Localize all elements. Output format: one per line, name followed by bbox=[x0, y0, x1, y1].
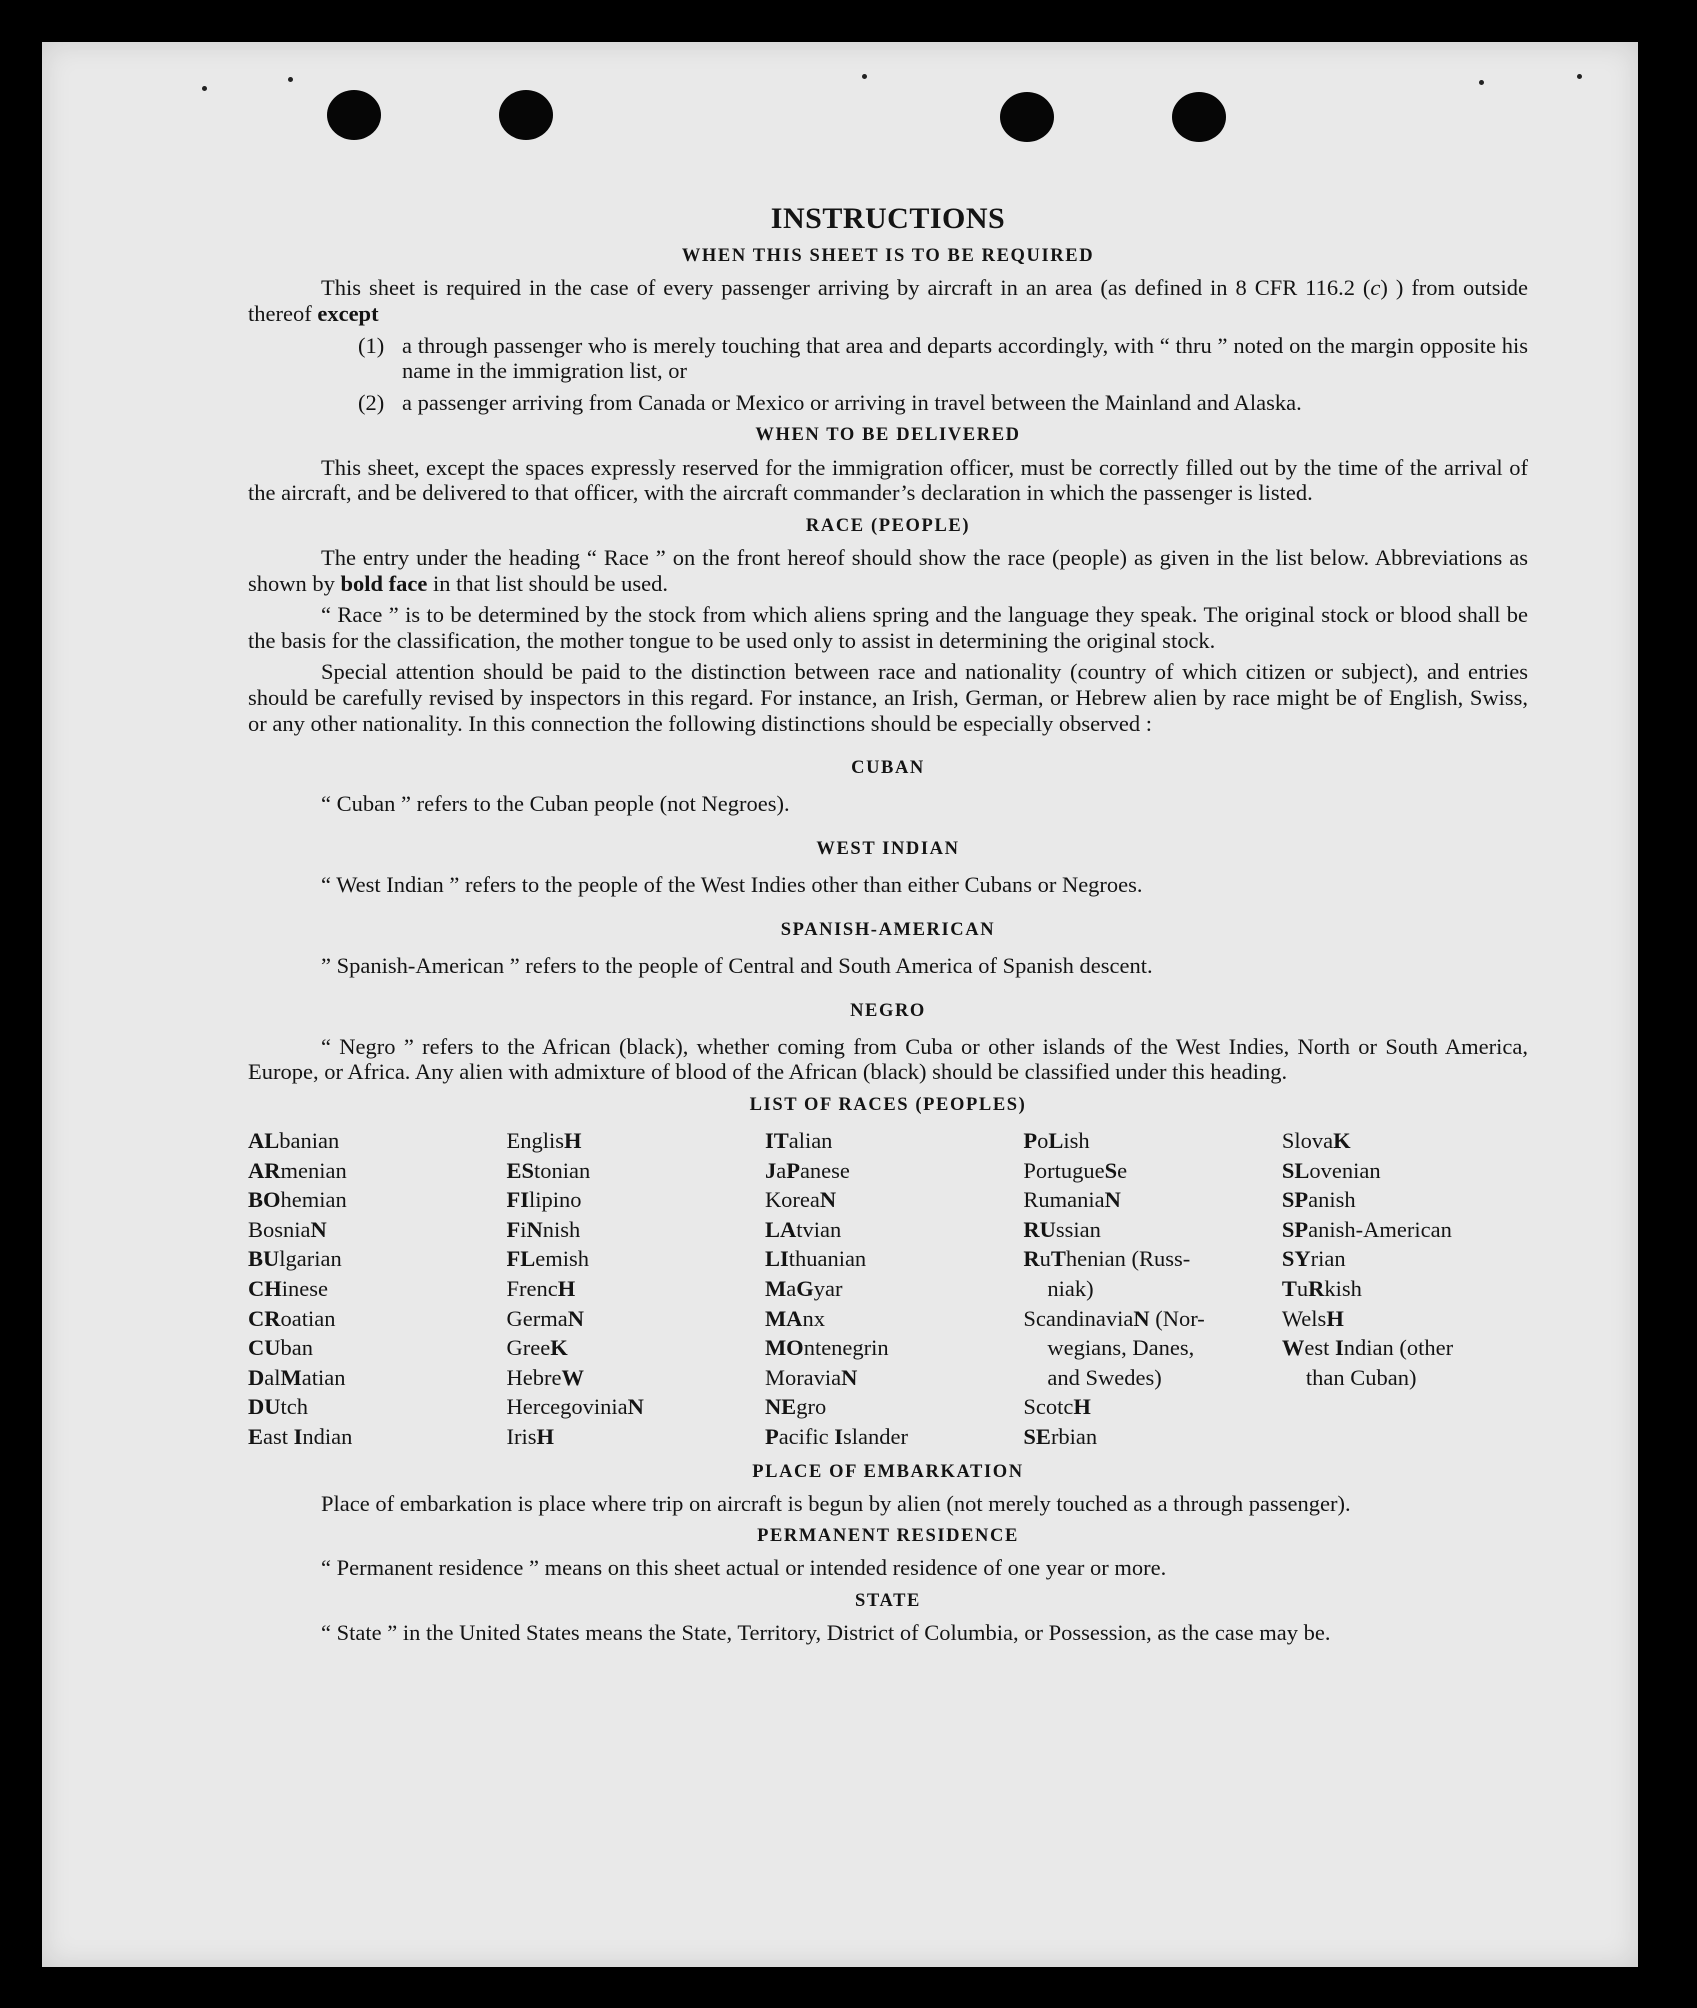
race-name bbox=[506, 1365, 583, 1390]
race-entry bbox=[506, 1274, 764, 1304]
race-name-part: nx bbox=[802, 1305, 825, 1331]
race-entry bbox=[1023, 1215, 1281, 1245]
race-abbreviation: AL bbox=[248, 1127, 280, 1153]
race-name-part: anish-American bbox=[1308, 1216, 1452, 1242]
race-name bbox=[765, 1306, 825, 1331]
race-entry bbox=[765, 1392, 1023, 1422]
race-name bbox=[506, 1424, 554, 1449]
paragraph-west-indian: “ West Indian ” refers to the people of the West Indies other than either Cubans or Negroes. bbox=[321, 872, 1143, 898]
race-name-part: tonian bbox=[534, 1157, 591, 1183]
race-entry bbox=[248, 1156, 506, 1186]
race-abbreviation: LI bbox=[764, 1246, 789, 1272]
race-abbreviation: CH bbox=[248, 1275, 282, 1301]
race-entry bbox=[248, 1304, 506, 1334]
race-name bbox=[1282, 1335, 1453, 1360]
race-name bbox=[1023, 1128, 1089, 1153]
race-abbreviation: J bbox=[764, 1157, 777, 1183]
race-entry bbox=[248, 1392, 506, 1422]
race-name-continuation: wegians, Danes, bbox=[1047, 1335, 1195, 1361]
race-entry bbox=[1282, 1333, 1528, 1392]
race-name bbox=[1023, 1187, 1120, 1212]
race-name-part: Wels bbox=[1281, 1305, 1327, 1331]
exception-number: (1) bbox=[358, 332, 385, 358]
race-entry bbox=[248, 1422, 506, 1452]
race-abbreviation: F bbox=[506, 1216, 521, 1242]
race-abbreviation: H bbox=[1073, 1394, 1091, 1420]
race-abbreviation: SL bbox=[1281, 1157, 1310, 1183]
race-entry bbox=[1282, 1215, 1528, 1245]
race-abbreviation: R bbox=[1023, 1246, 1040, 1272]
race-abbreviation: IT bbox=[764, 1127, 789, 1153]
race-name-part: Scotc bbox=[1023, 1394, 1074, 1420]
heading-spanish-american: SPANISH-AMERICAN bbox=[780, 919, 996, 940]
race-name bbox=[506, 1217, 580, 1242]
race-entry bbox=[248, 1215, 506, 1245]
race-entry bbox=[248, 1185, 506, 1215]
race-entry bbox=[506, 1215, 764, 1245]
race-column bbox=[248, 1126, 506, 1452]
race-name-part: ndian (other bbox=[1343, 1335, 1454, 1361]
race-entry bbox=[765, 1333, 1023, 1363]
race-abbreviation: T bbox=[1281, 1275, 1297, 1301]
race-name-part: tch bbox=[280, 1394, 308, 1420]
paper-speck bbox=[1479, 80, 1484, 85]
race-abbreviation: M bbox=[280, 1364, 302, 1390]
race-name-part: banian bbox=[279, 1127, 340, 1153]
race-name bbox=[765, 1128, 833, 1153]
race-abbreviation: N bbox=[841, 1364, 858, 1390]
race-name bbox=[506, 1276, 575, 1301]
race-name-part: menian bbox=[280, 1157, 347, 1183]
race-name bbox=[506, 1128, 581, 1153]
race-name-continuation: and Swedes) bbox=[1047, 1364, 1162, 1390]
race-abbreviation: E bbox=[248, 1423, 264, 1449]
race-name bbox=[248, 1335, 313, 1360]
race-name-part: ish bbox=[1063, 1127, 1090, 1153]
race-name-part: (Nor- bbox=[1149, 1305, 1205, 1331]
race-entry bbox=[1282, 1185, 1528, 1215]
race-abbreviation: FI bbox=[506, 1187, 529, 1213]
race-name bbox=[765, 1158, 850, 1183]
race-entry bbox=[506, 1333, 764, 1363]
race-entry bbox=[765, 1215, 1023, 1245]
race-abbreviation: H bbox=[536, 1423, 554, 1449]
heading-permanent-residence: PERMANENT RESIDENCE bbox=[757, 1526, 1019, 1547]
race-abbreviation: N bbox=[567, 1305, 584, 1331]
race-name bbox=[1282, 1158, 1381, 1183]
paragraph-cuban: “ Cuban ” refers to the Cuban people (not Negroes). bbox=[321, 791, 790, 817]
race-column bbox=[1282, 1126, 1528, 1452]
exception-number: (2) bbox=[358, 389, 385, 415]
race-entry bbox=[506, 1185, 764, 1215]
race-entry bbox=[248, 1363, 506, 1393]
race-name-part: Gree bbox=[506, 1335, 551, 1361]
race-name-part: nish bbox=[542, 1216, 581, 1242]
race-entry bbox=[506, 1422, 764, 1452]
race-name-part: rian bbox=[1310, 1246, 1346, 1272]
heading-cuban: CUBAN bbox=[851, 758, 925, 779]
race-name-part: oatian bbox=[280, 1305, 336, 1331]
race-abbreviation: AR bbox=[248, 1157, 281, 1183]
race-abbreviation: K bbox=[1333, 1127, 1351, 1153]
race-entry bbox=[1023, 1304, 1281, 1393]
race-name bbox=[506, 1335, 567, 1360]
race-name bbox=[1282, 1187, 1356, 1212]
race-entry bbox=[1282, 1126, 1528, 1156]
race-name-part: hemian bbox=[280, 1187, 347, 1213]
race-abbreviation: M bbox=[764, 1275, 787, 1301]
race-name bbox=[248, 1128, 339, 1153]
heading-west-indian: WEST INDIAN bbox=[816, 839, 960, 860]
race-entry bbox=[1023, 1244, 1281, 1303]
race-entry bbox=[765, 1274, 1023, 1304]
race-abbreviation: W bbox=[1281, 1335, 1305, 1361]
race-abbreviation: FL bbox=[506, 1246, 536, 1272]
race-name-continuation: niak) bbox=[1047, 1275, 1094, 1301]
race-name bbox=[248, 1424, 352, 1449]
race-name bbox=[506, 1158, 590, 1183]
race-name bbox=[765, 1246, 866, 1271]
race-abbreviation: I bbox=[293, 1423, 303, 1449]
heading-place-of-embarkation: PLACE OF EMBARKATION bbox=[752, 1461, 1024, 1482]
race-name-part: yar bbox=[813, 1275, 843, 1301]
race-name-part: Germa bbox=[506, 1305, 568, 1331]
document-sheet bbox=[42, 42, 1638, 1967]
race-entry bbox=[506, 1363, 764, 1393]
race-name-part: e bbox=[1117, 1157, 1128, 1183]
paragraph-when-required: This sheet is required in the case of every passenger arriving by aircraft in an area (as defined in 8 CFR 116.2 (c) ) from outside thereof except bbox=[248, 275, 1528, 326]
paper-speck bbox=[288, 77, 293, 82]
race-entry bbox=[765, 1244, 1023, 1274]
race-abbreviation: MA bbox=[764, 1305, 803, 1331]
race-name bbox=[1023, 1424, 1097, 1449]
race-entry bbox=[765, 1126, 1023, 1156]
race-name bbox=[248, 1394, 308, 1419]
paper-speck bbox=[202, 86, 207, 91]
race-name-part: Moravia bbox=[764, 1364, 842, 1390]
race-entry bbox=[506, 1244, 764, 1274]
race-name bbox=[506, 1306, 583, 1331]
paragraph-state: “ State ” in the United States means the State, Territory, District of Columbia, or Possession, as the case may be. bbox=[321, 1620, 1331, 1646]
race-abbreviation: CR bbox=[248, 1305, 281, 1331]
race-name bbox=[765, 1276, 843, 1301]
race-name-part: Iris bbox=[506, 1423, 537, 1449]
race-name bbox=[765, 1424, 908, 1449]
race-name bbox=[248, 1306, 335, 1331]
race-name-part: henian (Russ- bbox=[1065, 1246, 1191, 1272]
race-abbreviation: SP bbox=[1281, 1187, 1309, 1213]
paragraph-negro: “ Negro ” refers to the African (black), whether coming from Cuba or other islands of the West Indies, North or South America, Europe, or Africa. Any alien with admixture of blood of the African (black) should be classified under this heading. bbox=[248, 1033, 1528, 1085]
race-abbreviation: W bbox=[561, 1364, 584, 1390]
race-name-part: gro bbox=[796, 1394, 827, 1420]
race-name bbox=[506, 1187, 581, 1212]
race-name bbox=[765, 1365, 857, 1390]
race-abbreviation: I bbox=[1335, 1335, 1344, 1361]
race-name bbox=[1023, 1306, 1204, 1331]
race-name-part: u bbox=[1296, 1275, 1309, 1301]
punch-hole bbox=[1172, 92, 1226, 142]
race-abbreviation: NE bbox=[764, 1394, 797, 1420]
paragraph-race-definition: “ Race ” is to be determined by the stock from which aliens spring and the language they speak. The original stock or blood shall be the basis for the classification, the mother tongue to be used only to assist in determining the original stock. bbox=[248, 602, 1528, 653]
race-entry bbox=[248, 1126, 506, 1156]
race-abbreviation: H bbox=[557, 1275, 576, 1301]
race-name-part: lipino bbox=[528, 1187, 582, 1213]
race-abbreviation: P bbox=[1023, 1127, 1038, 1153]
race-list bbox=[248, 1126, 1528, 1452]
race-name-part: slander bbox=[843, 1423, 909, 1449]
race-name-part: al bbox=[264, 1364, 281, 1390]
race-name bbox=[248, 1276, 328, 1301]
race-name-part: est bbox=[1304, 1335, 1335, 1361]
race-name-part: a bbox=[786, 1275, 797, 1301]
race-name-part: anish bbox=[1308, 1187, 1356, 1213]
race-name-part: anese bbox=[799, 1157, 850, 1183]
race-abbreviation: SE bbox=[1023, 1423, 1051, 1449]
race-name-part: Korea bbox=[764, 1187, 820, 1213]
race-name-part: Rumania bbox=[1023, 1187, 1105, 1213]
race-name bbox=[506, 1246, 589, 1271]
race-name-part: rbian bbox=[1050, 1423, 1098, 1449]
race-name bbox=[1023, 1217, 1101, 1242]
race-abbreviation: CU bbox=[248, 1335, 281, 1361]
race-name bbox=[765, 1335, 889, 1360]
race-entry bbox=[1023, 1422, 1281, 1452]
race-name-part: atian bbox=[301, 1364, 346, 1390]
race-name bbox=[1023, 1394, 1091, 1419]
race-name bbox=[765, 1187, 836, 1212]
race-entry bbox=[765, 1363, 1023, 1393]
race-name-part: a bbox=[776, 1157, 787, 1183]
race-abbreviation: T bbox=[1050, 1246, 1066, 1272]
race-entry bbox=[506, 1126, 764, 1156]
punch-hole bbox=[327, 90, 381, 140]
race-name bbox=[1023, 1246, 1190, 1271]
heading-when-delivered: WHEN TO BE DELIVERED bbox=[755, 425, 1021, 446]
race-name-part: Bosnia bbox=[248, 1216, 311, 1242]
race-name-part: Frenc bbox=[506, 1275, 558, 1301]
race-name-part: thuanian bbox=[788, 1246, 867, 1272]
race-name-part: Portugue bbox=[1023, 1157, 1105, 1183]
punch-hole bbox=[499, 90, 553, 140]
race-abbreviation: N bbox=[526, 1216, 543, 1242]
race-name-part: o bbox=[1037, 1127, 1049, 1153]
race-entry bbox=[765, 1185, 1023, 1215]
punch-hole bbox=[1000, 92, 1054, 142]
race-name bbox=[1282, 1306, 1344, 1331]
race-name-part: Hercegovinia bbox=[506, 1394, 628, 1420]
paragraph-race-entry: The entry under the heading “ Race ” on the front hereof should show the race (people) as given in the list below. Abbreviations as shown by bold face in that list should be used. bbox=[248, 544, 1528, 596]
race-name-part: Slova bbox=[1281, 1127, 1334, 1153]
race-abbreviation: ES bbox=[506, 1157, 534, 1183]
race-name bbox=[1282, 1128, 1351, 1153]
race-name bbox=[248, 1158, 347, 1183]
race-abbreviation: MO bbox=[764, 1335, 804, 1361]
race-abbreviation: N bbox=[819, 1187, 837, 1213]
race-name-part: alian bbox=[788, 1127, 833, 1153]
exception-item bbox=[358, 332, 1528, 384]
paragraph-place-of-embarkation: Place of embarkation is place where trip on aircraft is begun by alien (not merely touched as a through passenger). bbox=[321, 1490, 1351, 1516]
race-column bbox=[765, 1126, 1023, 1452]
race-entry bbox=[1023, 1392, 1281, 1422]
race-abbreviation: S bbox=[1104, 1157, 1118, 1183]
race-name-part: ntenegrin bbox=[803, 1335, 889, 1361]
race-entry bbox=[1023, 1185, 1281, 1215]
race-name bbox=[765, 1394, 826, 1419]
race-name-part: acific bbox=[778, 1423, 835, 1449]
race-abbreviation: N bbox=[1104, 1187, 1121, 1213]
race-entry bbox=[765, 1304, 1023, 1334]
race-name-part: Scandinavia bbox=[1023, 1305, 1134, 1331]
race-name bbox=[1282, 1217, 1452, 1242]
race-name-part: u bbox=[1039, 1246, 1051, 1272]
paper-speck bbox=[862, 74, 867, 79]
race-name bbox=[506, 1394, 643, 1419]
race-entry bbox=[248, 1333, 506, 1363]
race-column bbox=[1023, 1126, 1281, 1452]
race-name-part: Englis bbox=[506, 1127, 564, 1153]
race-entry bbox=[506, 1392, 764, 1422]
instructions-content bbox=[248, 160, 1528, 1652]
race-name-part: ban bbox=[280, 1335, 313, 1361]
race-abbreviation: RU bbox=[1023, 1216, 1056, 1242]
race-name-part: ast bbox=[263, 1423, 294, 1449]
race-name bbox=[1282, 1246, 1346, 1271]
race-name-part: tvian bbox=[796, 1216, 842, 1242]
paragraph-race-nationality: Special attention should be paid to the distinction between race and nationality (country of which citizen or subject), and entries should be carefully revised by inspectors in this regard. For instance, an Irish, German, or Hebrew alien by race might be of English, Swiss, or any other nationality. In this connection the following distinctions should be especially observed : bbox=[248, 659, 1528, 736]
race-abbreviation: K bbox=[550, 1335, 568, 1361]
heading-list-of-races: LIST OF RACES (PEOPLES) bbox=[749, 1094, 1027, 1115]
paragraph-permanent-residence: “ Permanent residence ” means on this sheet actual or intended residence of one year or more. bbox=[321, 1555, 1167, 1581]
paper-speck bbox=[1577, 74, 1582, 79]
race-entry bbox=[1282, 1274, 1528, 1304]
race-name-part: Hebre bbox=[506, 1364, 562, 1390]
race-name bbox=[765, 1217, 841, 1242]
race-abbreviation: LA bbox=[764, 1216, 797, 1242]
race-abbreviation: DU bbox=[248, 1394, 281, 1420]
race-entry bbox=[765, 1422, 1023, 1452]
heading-negro: NEGRO bbox=[850, 1000, 926, 1021]
race-name-part: inese bbox=[281, 1275, 328, 1301]
race-name-part: kish bbox=[1324, 1275, 1362, 1301]
race-abbreviation: R bbox=[1308, 1275, 1325, 1301]
race-column bbox=[506, 1126, 764, 1452]
race-entry bbox=[506, 1304, 764, 1334]
race-abbreviation: N bbox=[310, 1216, 327, 1242]
race-entry bbox=[248, 1244, 506, 1274]
race-abbreviation: P bbox=[786, 1157, 800, 1183]
race-name-part: ovenian bbox=[1309, 1157, 1381, 1183]
race-name-part: i bbox=[520, 1216, 527, 1242]
race-abbreviation: SY bbox=[1281, 1246, 1311, 1272]
race-abbreviation: H bbox=[563, 1127, 582, 1153]
race-name-part: lgarian bbox=[279, 1246, 342, 1272]
race-name bbox=[248, 1217, 327, 1242]
race-entry bbox=[765, 1156, 1023, 1186]
heading-state: STATE bbox=[855, 1590, 921, 1611]
race-abbreviation: SP bbox=[1281, 1216, 1309, 1242]
race-abbreviation: BO bbox=[248, 1187, 281, 1213]
race-abbreviation: I bbox=[834, 1423, 844, 1449]
race-abbreviation: D bbox=[248, 1364, 265, 1390]
race-name bbox=[248, 1187, 347, 1212]
race-entry bbox=[1282, 1244, 1528, 1274]
race-entry bbox=[1023, 1126, 1281, 1156]
race-abbreviation: P bbox=[764, 1423, 779, 1449]
race-name bbox=[1023, 1158, 1127, 1183]
race-name bbox=[1282, 1276, 1362, 1301]
race-name-continuation: than Cuban) bbox=[1305, 1364, 1417, 1390]
race-name-part: ndian bbox=[302, 1423, 353, 1449]
paragraph-spanish-american: ” Spanish-American ” refers to the people of Central and South America of Spanish descent. bbox=[321, 952, 1153, 978]
race-abbreviation: BU bbox=[248, 1246, 280, 1272]
race-abbreviation: G bbox=[796, 1275, 814, 1301]
race-abbreviation: L bbox=[1048, 1127, 1064, 1153]
heading-when-required: WHEN THIS SHEET IS TO BE REQUIRED bbox=[681, 246, 1095, 267]
paragraph-when-delivered: This sheet, except the spaces expressly reserved for the immigration officer, must be correctly filled out by the time of the arrival of the aircraft, and be delivered to that officer, with the aircraft commander’s declaration in which the passenger is listed. bbox=[248, 454, 1528, 506]
race-entry bbox=[1023, 1156, 1281, 1186]
race-entry bbox=[506, 1156, 764, 1186]
race-entry bbox=[1282, 1156, 1528, 1186]
exception-text: a through passenger who is merely touching that area and departs accordingly, with “ thru ” noted on the margin opposite his name in the immigration list, or bbox=[402, 332, 1528, 384]
exception-item bbox=[358, 389, 1528, 416]
race-name bbox=[248, 1246, 342, 1271]
race-entry bbox=[248, 1274, 506, 1304]
race-abbreviation: N bbox=[1133, 1305, 1150, 1331]
race-name bbox=[248, 1365, 345, 1390]
race-abbreviation: H bbox=[1326, 1305, 1344, 1331]
exception-text: a passenger arriving from Canada or Mexico or arriving in travel between the Mainland and Alaska. bbox=[402, 389, 1302, 415]
race-entry bbox=[1282, 1304, 1528, 1334]
race-name-part: ssian bbox=[1055, 1216, 1101, 1242]
race-name-part: emish bbox=[535, 1246, 589, 1272]
race-abbreviation: N bbox=[627, 1394, 644, 1420]
page-title: INSTRUCTIONS bbox=[770, 202, 1006, 235]
heading-race: RACE (PEOPLE) bbox=[805, 515, 971, 536]
